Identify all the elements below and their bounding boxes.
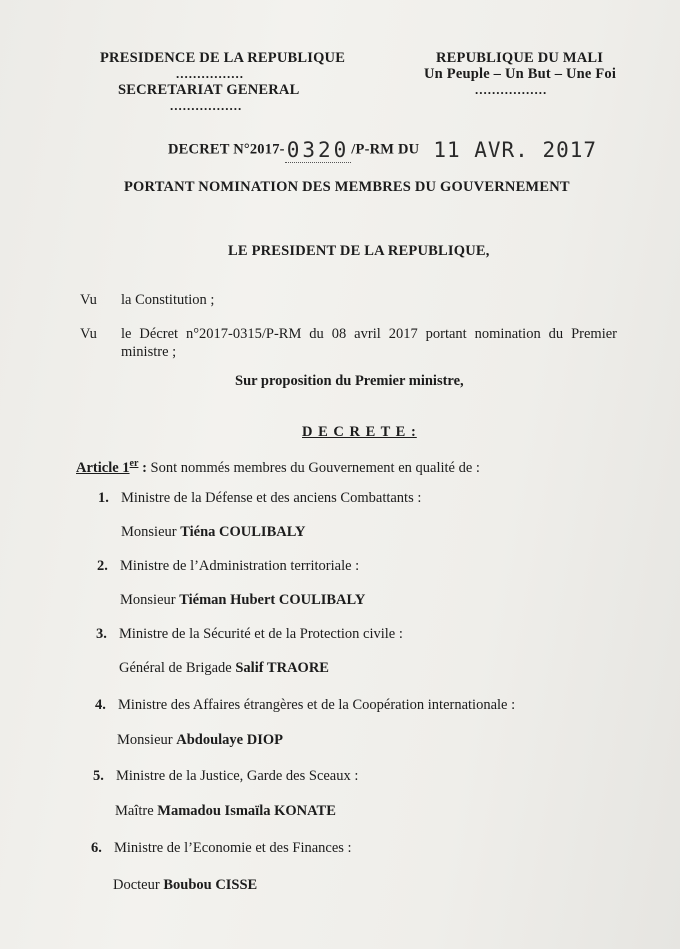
- header-republique: REPUBLIQUE DU MALI: [436, 50, 604, 66]
- decree-number-stamp: 0320: [286, 138, 350, 162]
- minister-6-fullname: Boubou CISSE: [163, 877, 258, 893]
- minister-5-title: Ministre de la Justice, Garde des Sceaux :: [116, 768, 359, 784]
- header-secretariat: SECRETARIAT GENERAL: [118, 82, 300, 98]
- minister-1-fullname: Tiéna COULIBALY: [180, 524, 306, 540]
- minister-3-prefix: Général de Brigade: [119, 660, 236, 676]
- vu-constitution: la Constitution ;: [121, 292, 215, 308]
- minister-6-name: [113, 877, 257, 894]
- minister-5-num: 5.: [93, 768, 104, 784]
- minister-4-title: Ministre des Affaires étrangères et de la Coopération internationale :: [118, 697, 516, 713]
- header-left-dots-1: ................: [176, 66, 244, 81]
- minister-5-name: [115, 803, 336, 820]
- minister-4-name: [117, 732, 283, 749]
- minister-1-prefix: Monsieur: [121, 524, 181, 540]
- minister-2-name: [120, 592, 365, 609]
- minister-4-fullname: Abdoulaye DIOP: [176, 732, 283, 748]
- decrete-heading: D E C R E T E :: [302, 424, 417, 440]
- minister-3-title: Ministre de la Sécurité et de la Protection civile :: [119, 626, 403, 642]
- minister-3-num: 3.: [96, 626, 107, 642]
- decree-prefix: DECRET N°2017-: [168, 141, 285, 158]
- vu-label-2: Vu: [80, 326, 97, 342]
- minister-3-fullname: Salif TRAORE: [235, 660, 329, 676]
- minister-2-title: Ministre de l’Administration territoriale :: [120, 558, 360, 574]
- vu-decree-line2: ministre ;: [121, 344, 177, 360]
- minister-6-title: Ministre de l’Economie et des Finances :: [114, 840, 352, 856]
- minister-4-num: 4.: [95, 697, 106, 713]
- minister-3-name: [119, 660, 329, 677]
- article-1: [76, 458, 480, 477]
- minister-5-prefix: Maître: [115, 803, 158, 819]
- decree-line: [168, 138, 597, 166]
- article-1-colon: :: [138, 459, 147, 476]
- minister-1-num: 1.: [98, 490, 109, 506]
- header-left-dots-2: .................: [170, 98, 243, 113]
- article-1-text: Sont nommés membres du Gouvernement en qualité de :: [146, 459, 480, 476]
- minister-6-prefix: Docteur: [113, 877, 164, 893]
- article-1-sup: er: [129, 458, 139, 469]
- minister-2-prefix: Monsieur: [120, 592, 180, 608]
- minister-2-num: 2.: [97, 558, 108, 574]
- decree-subject: PORTANT NOMINATION DES MEMBRES DU GOUVERNEMENT: [124, 179, 570, 195]
- minister-1-name: [121, 524, 306, 541]
- vu-label-1: Vu: [80, 292, 97, 308]
- decree-date-stamp: 11 AVR. 2017: [433, 138, 598, 162]
- header-motto: Un Peuple – Un But – Une Foi: [424, 66, 617, 82]
- vu-decree-line1: le Décret n°2017-0315/P-RM du 08 avril 2017 portant nomination du Premier: [121, 326, 617, 342]
- article-1-label: Article 1: [76, 459, 130, 476]
- header-presidence: PRESIDENCE DE LA REPUBLIQUE: [100, 50, 346, 66]
- header-right-dots: .................: [475, 82, 548, 97]
- minister-6-num: 6.: [91, 840, 102, 856]
- minister-1-title: Ministre de la Défense et des anciens Combattants :: [121, 490, 422, 506]
- president-heading: LE PRESIDENT DE LA REPUBLIQUE,: [228, 243, 490, 259]
- minister-5-fullname: Mamadou Ismaïla KONATE: [157, 803, 336, 819]
- decree-middle: /P-RM DU: [351, 141, 420, 158]
- proposition: Sur proposition du Premier ministre,: [235, 373, 464, 389]
- minister-2-fullname: Tiéman Hubert COULIBALY: [179, 592, 366, 608]
- minister-4-prefix: Monsieur: [117, 732, 177, 748]
